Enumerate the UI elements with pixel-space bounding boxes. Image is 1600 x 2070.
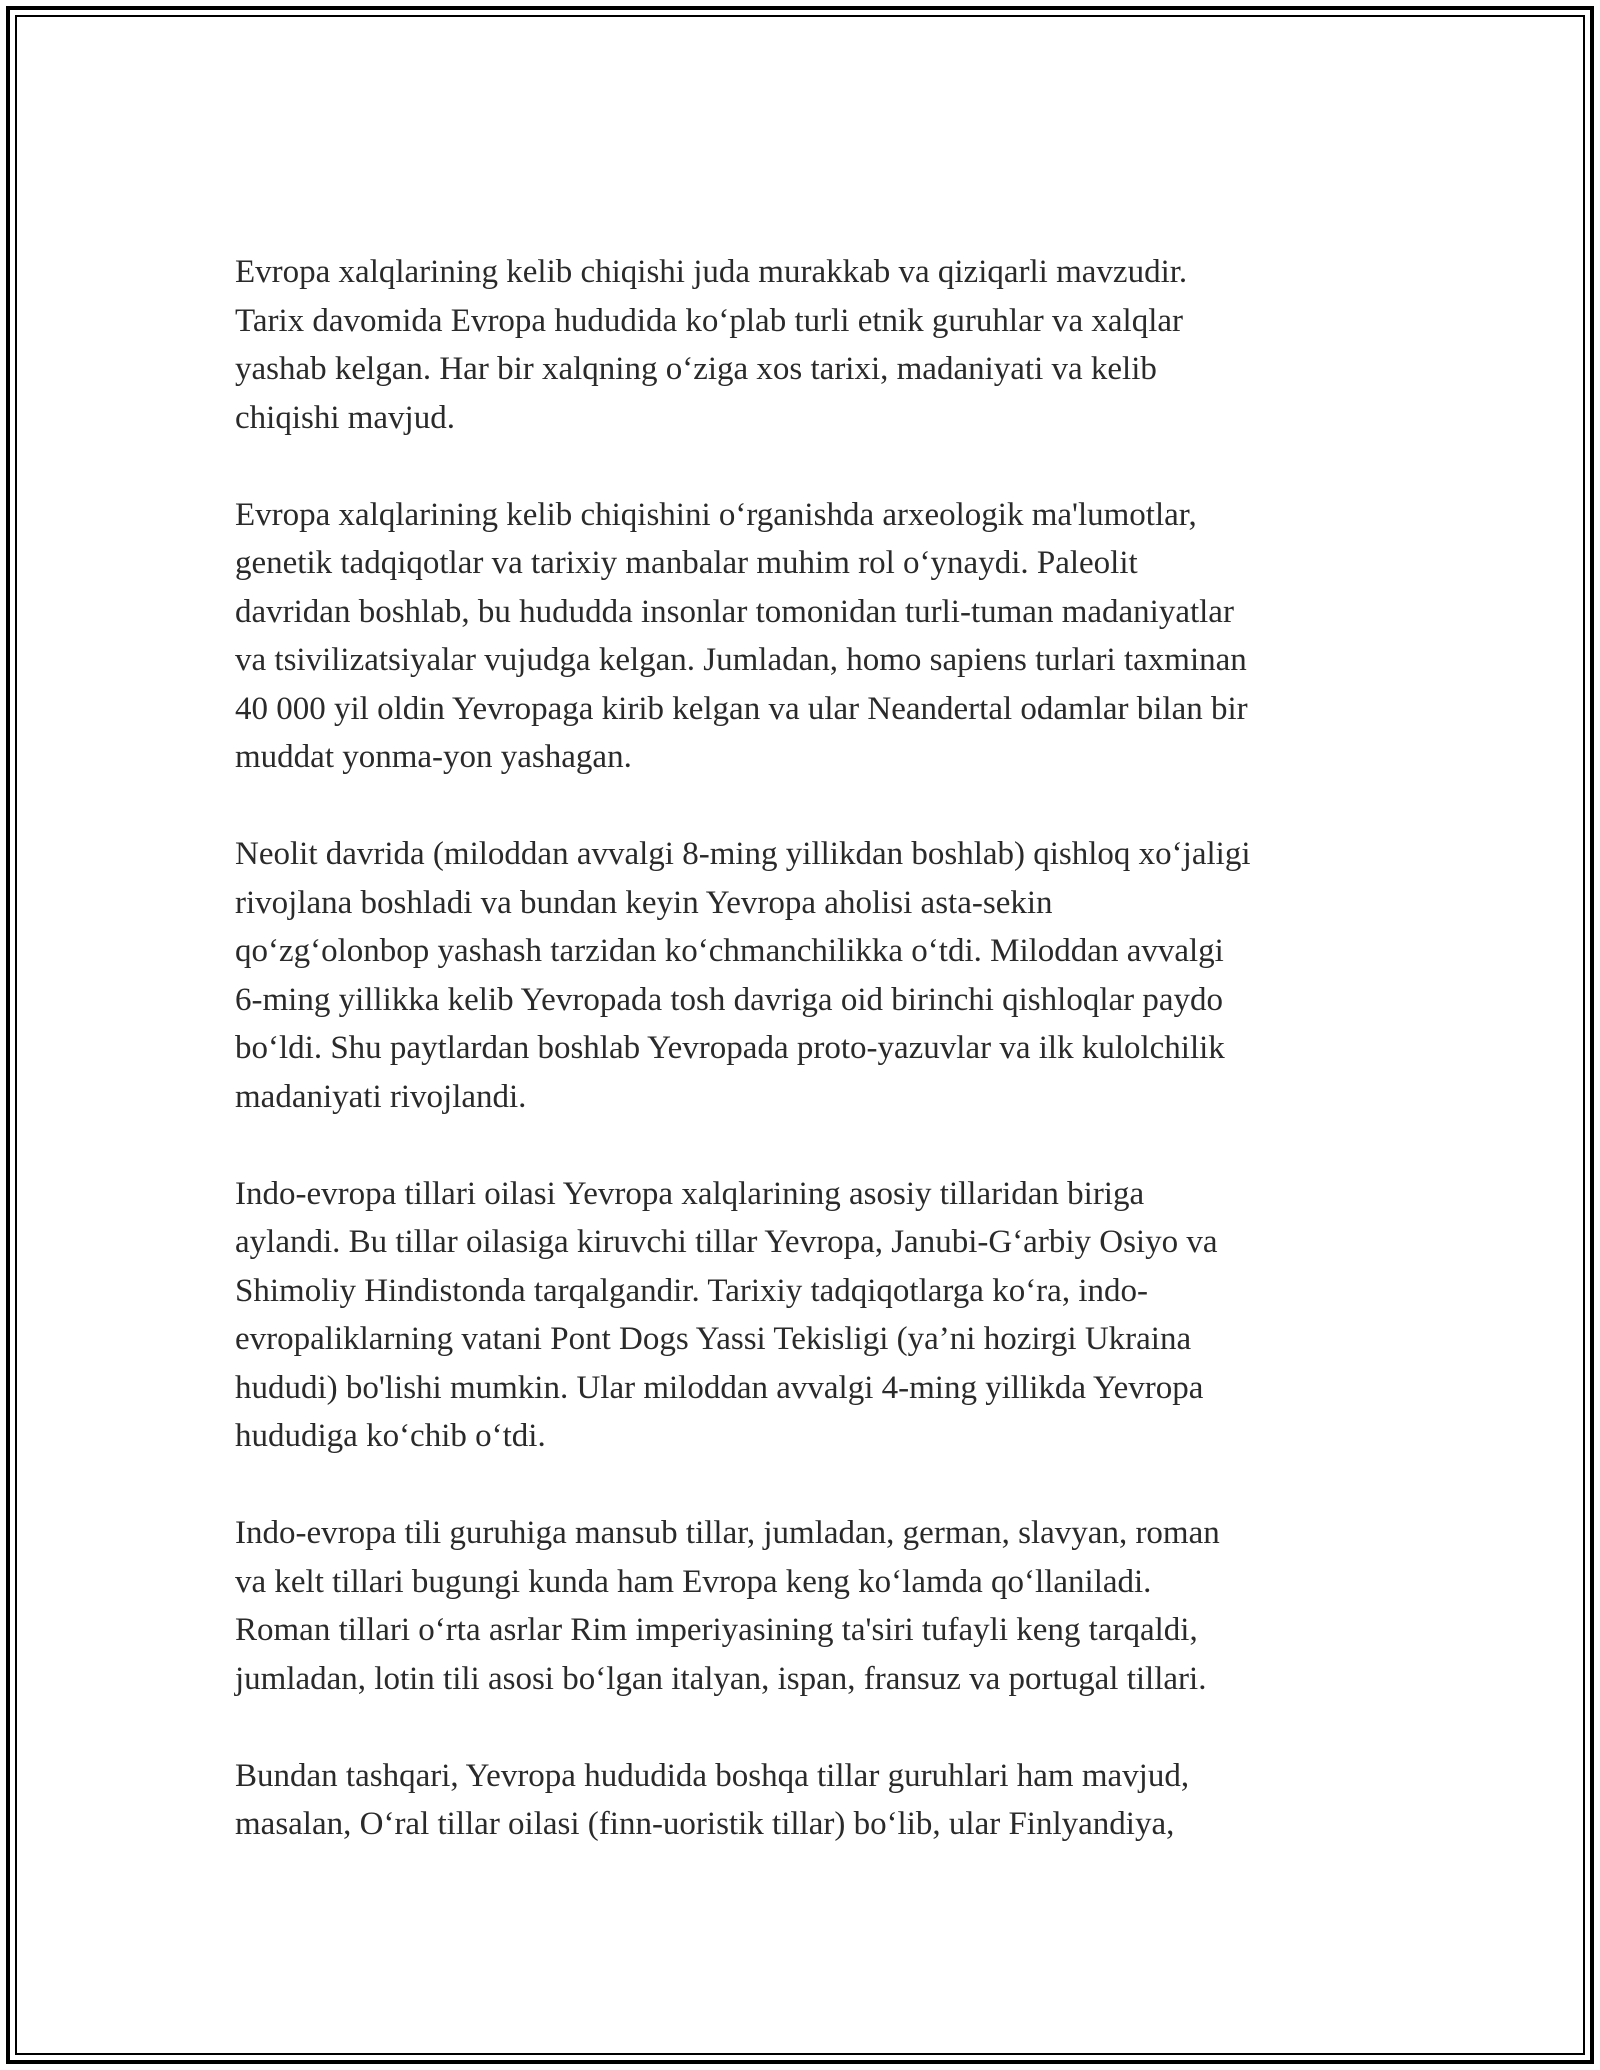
text-line: masalan, O‘ral tillar oilasi (finn-uoristik tillar) bo‘lib, ular Finlyandiya, xyxy=(235,1806,1175,1842)
text-line: Indo-evropa tillari oilasi Yevropa xalqlarining asosiy tillaridan biriga xyxy=(235,1175,1145,1212)
text-line: Neolit davrida (miloddan avvalgi 8-ming yillikdan boshlab) qishloq xo‘jaligi xyxy=(235,836,1251,872)
document-body xyxy=(235,248,1385,1849)
paragraph-2 xyxy=(235,491,1385,782)
text-line: 6-ming yillikka kelib Yevropada tosh davriga oid birinchi qishloqlar paydo xyxy=(235,981,1224,1018)
paragraph-4 xyxy=(235,1170,1385,1461)
text-line: rivojlana boshladi va bundan keyin Yevropa aholisi asta-sekin xyxy=(235,884,1053,921)
text-line: bo‘ldi. Shu paytlardan boshlab Yevropada proto-yazuvlar va ilk kulolchilik xyxy=(235,1030,1225,1066)
text-line: muddat yonma-yon yashagan. xyxy=(235,739,632,775)
text-line: hududiga ko‘chib o‘tdi. xyxy=(235,1418,546,1454)
paragraph-5 xyxy=(235,1509,1385,1703)
text-line: Evropa xalqlarining kelib chiqishi juda murakkab va qiziqarli mavzudir. xyxy=(235,254,1188,290)
text-line: davridan boshlab, bu hududda insonlar tomonidan turli-tuman madaniyatlar xyxy=(235,593,1234,630)
text-line: Bundan tashqari, Yevropa hududida boshqa tillar guruhlari ham mavjud, xyxy=(235,1757,1190,1794)
text-line: Tarix davomida Evropa hududida ko‘plab turli etnik guruhlar va xalqlar xyxy=(235,302,1183,339)
paragraph-6 xyxy=(235,1752,1385,1849)
text-line: Indo-evropa tili guruhiga mansub tillar, jumladan, german, slavyan, roman xyxy=(235,1515,1220,1551)
text-line: genetik tadqiqotlar va tarixiy manbalar muhim rol o‘ynaydi. Paleolit xyxy=(235,545,1138,581)
paragraph-1 xyxy=(235,248,1385,442)
text-line: chiqishi mavjud. xyxy=(235,399,455,436)
text-line: hududi) bo'lishi mumkin. Ular miloddan avvalgi 4-ming yillikda Yevropa xyxy=(235,1369,1204,1406)
text-line: Roman tillari o‘rta asrlar Rim imperiyasining ta'siri tufayli keng tarqaldi, xyxy=(235,1612,1198,1648)
text-line: madaniyati rivojlandi. xyxy=(235,1078,527,1115)
text-line: evropaliklarning vatani Pont Dogs Yassi Tekisligi (ya’ni hozirgi Ukraina xyxy=(235,1321,1192,1357)
text-line: va kelt tillari bugungi kunda ham Evropa keng ko‘lamda qo‘llaniladi. xyxy=(235,1563,1152,1600)
text-line: qo‘zg‘olonbop yashash tarzidan ko‘chmanchilikka o‘tdi. Miloddan avvalgi xyxy=(235,933,1224,969)
text-line: va tsivilizatsiyalar vujudga kelgan. Jumladan, homo sapiens turlari taxminan xyxy=(235,642,1247,678)
text-line: yashab kelgan. Har bir xalqning o‘ziga xos tarixi, madaniyati va kelib xyxy=(235,351,1157,387)
text-line: Shimoliy Hindistonda tarqalgandir. Tarixiy tadqiqotlarga ko‘ra, indo- xyxy=(235,1272,1148,1309)
text-line: aylandi. Bu tillar oilasiga kiruvchi tillar Yevropa, Janubi-G‘arbiy Osiyo va xyxy=(235,1224,1218,1260)
text-line: Evropa xalqlarining kelib chiqishini o‘rganishda arxeologik ma'lumotlar, xyxy=(235,496,1197,533)
text-line: jumladan, lotin tili asosi bo‘lgan italyan, ispan, fransuz va portugal tillari. xyxy=(235,1660,1207,1697)
text-line: 40 000 yil oldin Yevropaga kirib kelgan va ular Neandertal odamlar bilan bir xyxy=(235,690,1248,727)
paragraph-3 xyxy=(235,830,1385,1121)
